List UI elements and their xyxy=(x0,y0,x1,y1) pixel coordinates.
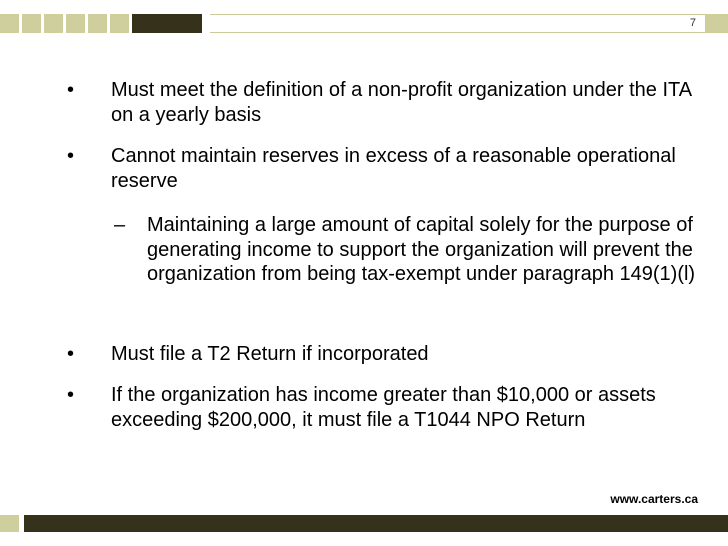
bullet-text: If the organization has income greater than $10,000 or assets exceeding $200,000, it must file a T1044 NPO Return xyxy=(111,384,656,431)
footer-url: www.carters.ca xyxy=(610,492,698,506)
header-square xyxy=(0,14,19,33)
header-square xyxy=(110,14,129,33)
footer-dark-bar xyxy=(24,515,728,532)
footer-band xyxy=(0,515,728,532)
header-dark-bar xyxy=(132,14,202,33)
bullet-text: Must file a T2 Return if incorporated xyxy=(111,343,429,365)
header-square xyxy=(66,14,85,33)
bullet-mark: • xyxy=(67,384,75,406)
sub-bullet-text: Maintaining a large amount of capital solely for the purpose of generating income to support the organization will prevent the organization from being tax-exempt under paragraph 149(1)(l) xyxy=(147,214,696,285)
header-square xyxy=(88,14,107,33)
bullet-mark: • xyxy=(67,145,75,167)
slide-number: 7 xyxy=(689,17,696,29)
dash-mark: – xyxy=(114,214,126,236)
header-light-bar xyxy=(210,14,728,33)
bullet-text: Cannot maintain reserves in excess of a reasonable operational reserve xyxy=(111,145,676,192)
bullet-mark: • xyxy=(67,343,75,365)
header-end-square xyxy=(705,14,728,33)
header-band xyxy=(0,0,728,40)
header-square xyxy=(44,14,63,33)
header-square xyxy=(22,14,41,33)
bullet-text: Must meet the definition of a non-profit organization under the ITA on a yearly basis xyxy=(111,79,691,126)
bullet-mark: • xyxy=(67,79,75,101)
footer-square xyxy=(0,515,19,532)
